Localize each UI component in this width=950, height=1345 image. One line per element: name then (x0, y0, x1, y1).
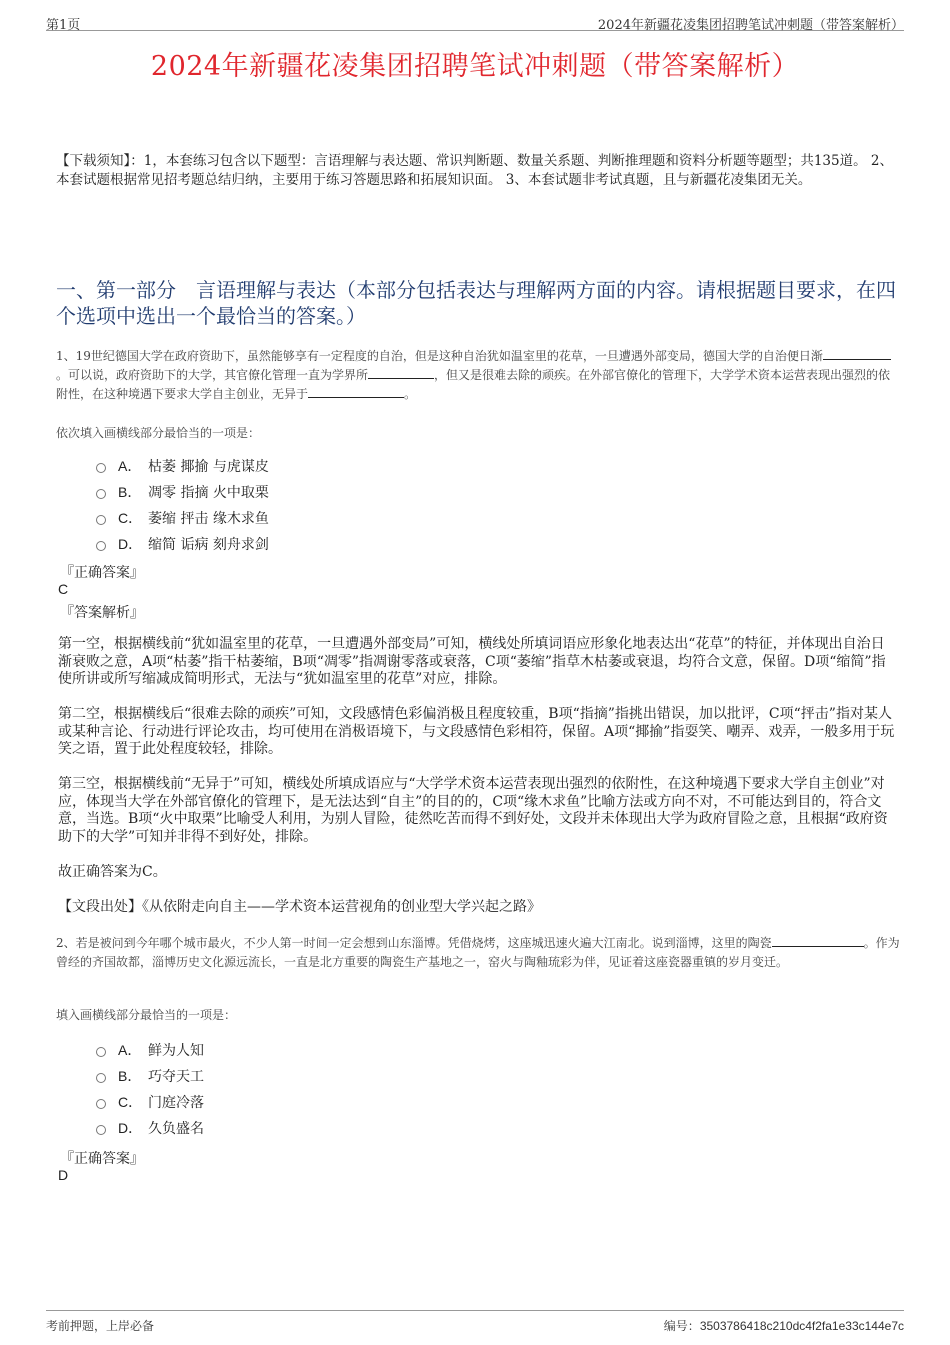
document-title: 2024年新疆花凌集团招聘笔试冲刺题（带答案解析） (150, 51, 800, 82)
question-2-options (96, 1037, 204, 1141)
radio-icon[interactable] (96, 541, 106, 551)
option-key: D． (118, 1120, 143, 1136)
option-c[interactable] (96, 505, 269, 531)
q1-text-4: 。 (404, 387, 417, 401)
question-1-stem (56, 347, 901, 404)
analysis-label: 『答案解析』 (60, 605, 144, 621)
option-b[interactable] (96, 479, 269, 505)
page-footer (46, 1310, 904, 1339)
radio-icon[interactable] (96, 1073, 106, 1083)
option-b[interactable] (96, 1063, 204, 1089)
option-text: 门庭冷落 (148, 1095, 204, 1111)
download-notice: 【下载须知】：1，本套练习包含以下题型：言语理解与表达题、常识判断题、数量关系题、判断推理题和资料分析题等题型；共135道。 2、本套试题根据常见招考题总结归纳，主要用于练习答题思路和拓展知识面。 3、本套试题非考试真题，且与新疆花凌集团无关。 (56, 153, 893, 188)
option-text: 凋零 指摘 火中取栗 (148, 485, 269, 501)
correct-answer-label: 『正确答案』 (60, 1151, 144, 1167)
question-2-prompt: 填入画横线部分最恰当的一项是： (56, 1008, 237, 1022)
q1-text-2: 。可以说，政府资助下的大学，其官僚化管理一直为学界所 (56, 368, 369, 382)
radio-icon[interactable] (96, 1125, 106, 1135)
analysis-paragraph: 第一空，根据横线前“犹如温室里的花草，一旦遭遇外部变局”可知，横线处所填词语应形象化地表达出“花草”的特征，并体现出自治日渐衰败之意，A项“枯萎”指干枯萎缩，B项“凋零”指凋谢零落或衰落，C项“萎缩”指草木枯萎或衰退，均符合文意，保留。D项“缩简”指使所讲或所写缩减成简明形式，无法与“犹如温室里的花草”对应，排除。 (58, 636, 886, 687)
option-key: C． (118, 510, 143, 526)
correct-answer: D (58, 1167, 69, 1183)
analysis-paragraph: 第三空，根据横线前“无异于”可知，横线处所填成语应与“大学学术资本运营表现出强烈的依附性，在这种境遇下要求大学自主创业”对应，体现当大学在外部官僚化的管理下，是无法达到“自主”的目的的，C项“缘木求鱼”比喻方法或方向不对，不可能达到目的，符合文意，当选。B项“火中取栗”比喻受人利用，为别人冒险，徒然吃苦而得不到好处，文段并未体现出大学为政府冒险之意，且根据“政府资助下的大学”可知并非得不到好处，排除。 (58, 776, 888, 845)
option-text: 缩简 诟病 刻舟求剑 (148, 537, 269, 553)
question-2-stem (56, 934, 901, 972)
option-a[interactable] (96, 453, 269, 479)
option-key: B． (118, 1068, 142, 1084)
option-key: D． (118, 536, 143, 552)
page-header (46, 10, 904, 31)
radio-icon[interactable] (96, 1047, 106, 1057)
analysis-paragraph: 第二空，根据横线后“很难去除的顽疾”可知，文段感情色彩偏消极且程度较重，B项“指摘”指挑出错误，加以批评，C项“抨击”指对某人或某种言论、行动进行评论攻击，均可使用在消极语境下，与文段感情色彩相符，保留。A项“揶揄”指耍笑、嘲弄、戏弄，一般多用于玩笑之语，置于此处程度较轻，排除。 (58, 706, 895, 757)
source-line: 【文段出处】《从依附走向自主——学术资本运营视角的创业型大学兴起之路》 (58, 899, 541, 915)
q1-text-3: ，但又是很难去除的顽疾。在外部官僚化的管理下，大学学术资本运营表现出强烈的依附性，在这种境遇下要求大学自主创业，无异于 (56, 368, 891, 401)
blank-3 (308, 386, 404, 398)
blank-1 (772, 935, 864, 947)
question-1-options (96, 453, 269, 557)
page-number: 第1页 (46, 18, 81, 33)
option-text: 巧夺天工 (148, 1069, 204, 1085)
q1-text-1: 1、19世纪德国大学在政府资助下，虽然能够享有一定程度的自治，但是这种自治犹如温室里的花草，一旦遭遇外部变局，德国大学的自治便日渐 (56, 349, 823, 363)
correct-answer-label: 『正确答案』 (60, 565, 144, 581)
code-label: 编号： (663, 1319, 700, 1333)
footer-code (664, 1317, 904, 1334)
radio-icon[interactable] (96, 515, 106, 525)
option-a[interactable] (96, 1037, 204, 1063)
blank-2 (368, 367, 434, 379)
option-text: 萎缩 抨击 缘木求鱼 (148, 511, 269, 527)
option-key: C． (118, 1094, 143, 1110)
code-value: 3503786418c210dc4f2fa1e33c144e7c (699, 1319, 904, 1333)
option-text: 鲜为人知 (148, 1043, 204, 1059)
option-c[interactable] (96, 1089, 204, 1115)
option-text: 久负盛名 (148, 1121, 204, 1137)
q2-text-2: 。作为曾经的齐国故都，淄博历史文化源远流长，一直是北方重要的陶瓷生产基地之一，窑火与陶釉琉彩为伴，见证着这座瓷器重镇的岁月变迁。 (56, 936, 900, 969)
header-doc-title: 2024年新疆花凌集团招聘笔试冲刺题（带答案解析） (597, 18, 904, 33)
radio-icon[interactable] (96, 1099, 106, 1109)
option-key: A． (118, 1042, 142, 1058)
option-d[interactable] (96, 531, 269, 557)
q2-text-1: 2、若是被问到今年哪个城市最火，不少人第一时间一定会想到山东淄博。凭借烧烤，这座城迅速火遍大江南北。说到淄博，这里的陶瓷 (56, 936, 772, 950)
correct-answer: C (58, 581, 69, 597)
radio-icon[interactable] (96, 489, 106, 499)
final-answer-line: 故正确答案为C。 (58, 864, 167, 880)
radio-icon[interactable] (96, 463, 106, 473)
footer-slogan: 考前押题，上岸必备 (46, 1319, 155, 1333)
option-text: 枯萎 揶揄 与虎谋皮 (148, 459, 269, 475)
option-key: B． (118, 484, 142, 500)
question-1-prompt: 依次填入画横线部分最恰当的一项是： (56, 426, 261, 440)
blank-1 (823, 348, 891, 360)
section-heading: 一、第一部分 言语理解与表达（本部分包括表达与理解两方面的内容。请根据题目要求，在四个选项中选出一个最恰当的答案。） (56, 278, 896, 328)
option-key: A． (118, 458, 142, 474)
option-d[interactable] (96, 1115, 204, 1141)
